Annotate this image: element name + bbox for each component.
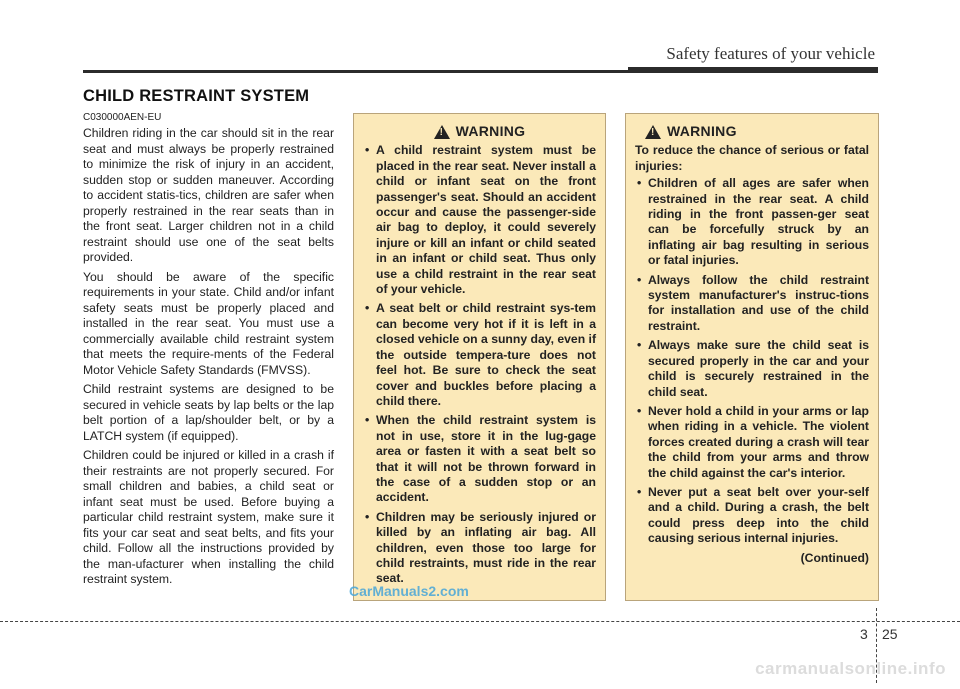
section-title: CHILD RESTRAINT SYSTEM (83, 87, 310, 105)
warning-list (635, 176, 869, 546)
warning-item: • Children may be seriously injured or killed by an inflating air bag. All children, even those too large for child restraints, must ride in the rear seat. (363, 510, 596, 587)
warning-intro: To reduce the chance of serious or fatal injuries: (635, 143, 869, 173)
body-paragraph: You should be aware of the specific requirements in your state. Child and/or infant safety seats must be properly placed and installed in the rear seat. You must use a commercially available child restraint system that meets the require-ments of the Federal Motor Vehicle Safety Standards (FMVSS). (83, 269, 334, 377)
warning-heading (363, 124, 596, 139)
continued-label: (Continued) (800, 550, 869, 565)
warning-title: WARNING (667, 123, 737, 139)
page-chapter: 3 (860, 626, 868, 642)
warning-title: WARNING (455, 123, 526, 139)
body-paragraph: Children could be injured or killed in a crash if their restraints are not properly secured. For small children and babies, a child seat or infant seat must be used. Before buying a particular child restraint system, make sure it fits your car seat and seat belts, and fits your child. Follow all the instructions provided by the man-ufacturer when installing the child restraint system. (83, 448, 334, 586)
body-paragraph: Child restraint systems are designed to be secured in vehicle seats by lap belts or the lap belt portion of a lap/shoulder belt, or by a LATCH system (if equipped). (83, 382, 334, 443)
body-text (83, 126, 334, 592)
footer-divider (0, 621, 960, 622)
warning-item: • When the child restraint system is not in use, store it in the lug-gage area or fasten it with a seat belt so that it will not be thrown forward in the case of a sudden stop or an accident. (363, 413, 596, 505)
warning-icon (434, 125, 450, 139)
warning-item: • A seat belt or child restraint sys-tem can become very hot if it is left in a closed vehicle on a sunny day, even if the outside tempera-ture does not feel hot. Be sure to check the seat cover and buckles before placing a child there. (363, 301, 596, 409)
warning-heading (635, 124, 869, 139)
warning-icon (645, 125, 661, 139)
warning-box-right (625, 113, 879, 601)
footer-watermark: carmanualsonline.info (755, 659, 946, 678)
warning-item: • Never hold a child in your arms or lap when riding in a vehicle. The violent forces created during a crash will tear the child from your arms and throw the child against the car's interior. (635, 404, 869, 481)
header-title: Safety features of your vehicle (666, 44, 875, 63)
page-number: 25 (882, 626, 898, 642)
body-paragraph: Children riding in the car should sit in the rear seat and must always be properly restrained to minimize the risk of injury in an accident, sudden stop or sudden maneuver. According to accident statis-tics, children are safer when properly restrained in the rear seats than in the front seat. Larger children not in a child restraint should use one of the seat belts provided. (83, 126, 334, 264)
warning-item: • Children of all ages are safer when restrained in the rear seat. A child riding in the front passen-ger seat can be forcefully struck by an inflating air bag resulting in serious or fatal injuries. (635, 176, 869, 268)
section-code: C030000AEN-EU (83, 112, 162, 123)
warning-item: • Always make sure the child seat is secured properly in the car and your child is securely restrained in the child seat. (635, 338, 869, 400)
watermark: CarManuals2.com (349, 583, 469, 599)
warning-box-left (353, 113, 606, 601)
warning-list (363, 143, 596, 586)
header-bar (628, 67, 878, 73)
warning-item: • Never put a seat belt over your-self and a child. During a crash, the belt could press deep into the child causing serious internal injuries. (635, 485, 869, 547)
warning-item: • Always follow the child restraint system manufacturer's instruc-tions for installation and use of the child restraint. (635, 273, 869, 335)
warning-item: • A child restraint system must be placed in the rear seat. Never install a child or infant seat on the front passenger's seat. Should an accident occur and cause the passenger-side air bag to deploy, it could severely injure or kill an infant or child seated in an infant or child seat. Thus only use a child restraint in the rear seat of your vehicle. (363, 143, 596, 297)
